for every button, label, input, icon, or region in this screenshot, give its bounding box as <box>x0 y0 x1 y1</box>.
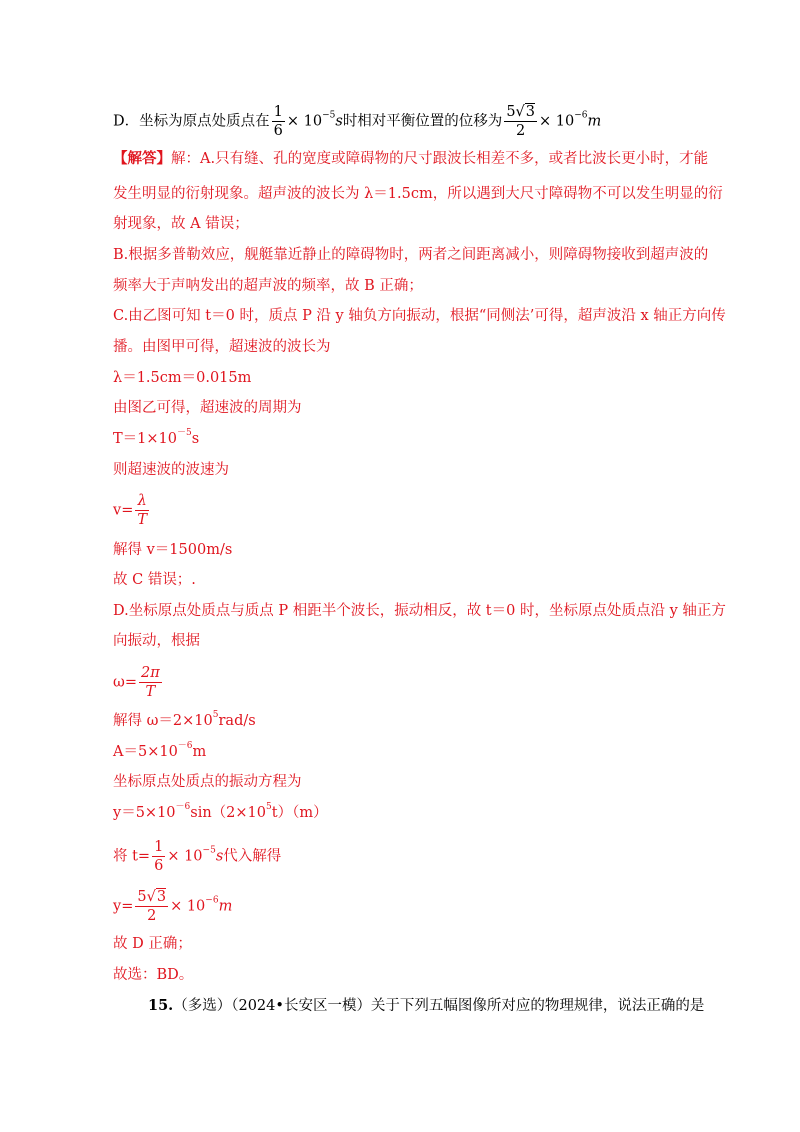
answer-line-2: 发生明显的衍射现象。超声波的波长为 λ＝1.5cm，所以遇到大尺寸障碍物不可以发生明显的衍 <box>113 186 723 202</box>
answer-line-19: $A=5\times 10^{-6}m$ <box>113 741 207 760</box>
answer-line-4: B.根据多普勒效应，舰艇靠近静止的障碍物时，两者之间距离减小，则障碍物接收到超声波的 <box>113 247 709 263</box>
answer-line-6: C.由乙图可知 t＝0 时，质点 P 沿 y 轴负方向振动，根据“同侧法’可得，超声波沿 x 轴正方向传 <box>113 308 726 324</box>
answer-line-11: 则超速波的波速为 <box>113 462 229 478</box>
answer-line-5: 频率大于声呐发出的超声波的频率，故 B 正确； <box>113 278 423 294</box>
option-d-result-fraction: $\frac{5√3}{2}$ <box>506 104 536 139</box>
answer-line-20: 坐标原点处质点的振动方程为 <box>113 774 302 790</box>
answer-line-18: 解得 $\omega=2\times 10^5rad/s$ <box>113 710 256 729</box>
answer-line-14: 故 C 错误；. <box>113 572 196 588</box>
answer-line-1: 【解答】解：A.只有缝、孔的宽度或障碍物的尺寸跟波长相差不多，或者比波长更小时，才能 <box>113 150 709 167</box>
displacement-result: y= $\frac{5√3}{2}$ × $10^{-6}m$ <box>113 889 233 924</box>
option-d: D．坐标为原点处质点在 $\frac{1}{6}$ × $10^{-5}s$时相对平衡位置的位移为 $\frac{5√3}{2}$ × $10^{-6}m$ <box>113 104 602 139</box>
answer-line-10: $T=1\times 10^{-5}s$ <box>113 428 200 447</box>
answer-line-9: 由图乙可得，超速波的周期为 <box>113 400 302 416</box>
answer-line-16: 向振动，根据 <box>113 633 200 649</box>
option-d-fraction: $\frac{1}{6}$ <box>273 104 283 139</box>
question-number: 15. <box>148 997 174 1014</box>
answer-line-21: $y=5\times 10^{-6}\sin(2\times 10^5t)(m)$ <box>113 802 328 821</box>
answer-line-3: 射现象，故 A 错误； <box>113 216 249 232</box>
answer-line-15: D.坐标原点处质点与质点 P 相距半个波长，振动相反，故 t＝0 时，坐标原点处质点沿 y 轴正方 <box>113 603 726 619</box>
question-15: 15.（多选）（2024•长安区一模）关于下列五幅图像所对应的物理规律，说法正确的是 <box>148 997 705 1014</box>
answer-line-25: 故选：BD。 <box>113 967 194 983</box>
answer-label: 【解答】 <box>113 150 171 167</box>
substitution-line: 将 t= $\frac{1}{6}$ × $10^{-5}s$代入解得 <box>113 839 282 874</box>
omega-formula: ω= $\frac{2\pi}{T}$ <box>113 665 160 700</box>
answer-line-8: λ＝1.5cm＝0.015m <box>113 370 252 386</box>
velocity-formula: v= $\frac{\lambda}{T}$ <box>113 493 148 528</box>
answer-line-7: 播。由图甲可得，超速波的波长为 <box>113 339 331 355</box>
answer-line-13: 解得 v＝1500m/s <box>113 542 233 558</box>
answer-line-24: 故 D 正确； <box>113 936 192 952</box>
